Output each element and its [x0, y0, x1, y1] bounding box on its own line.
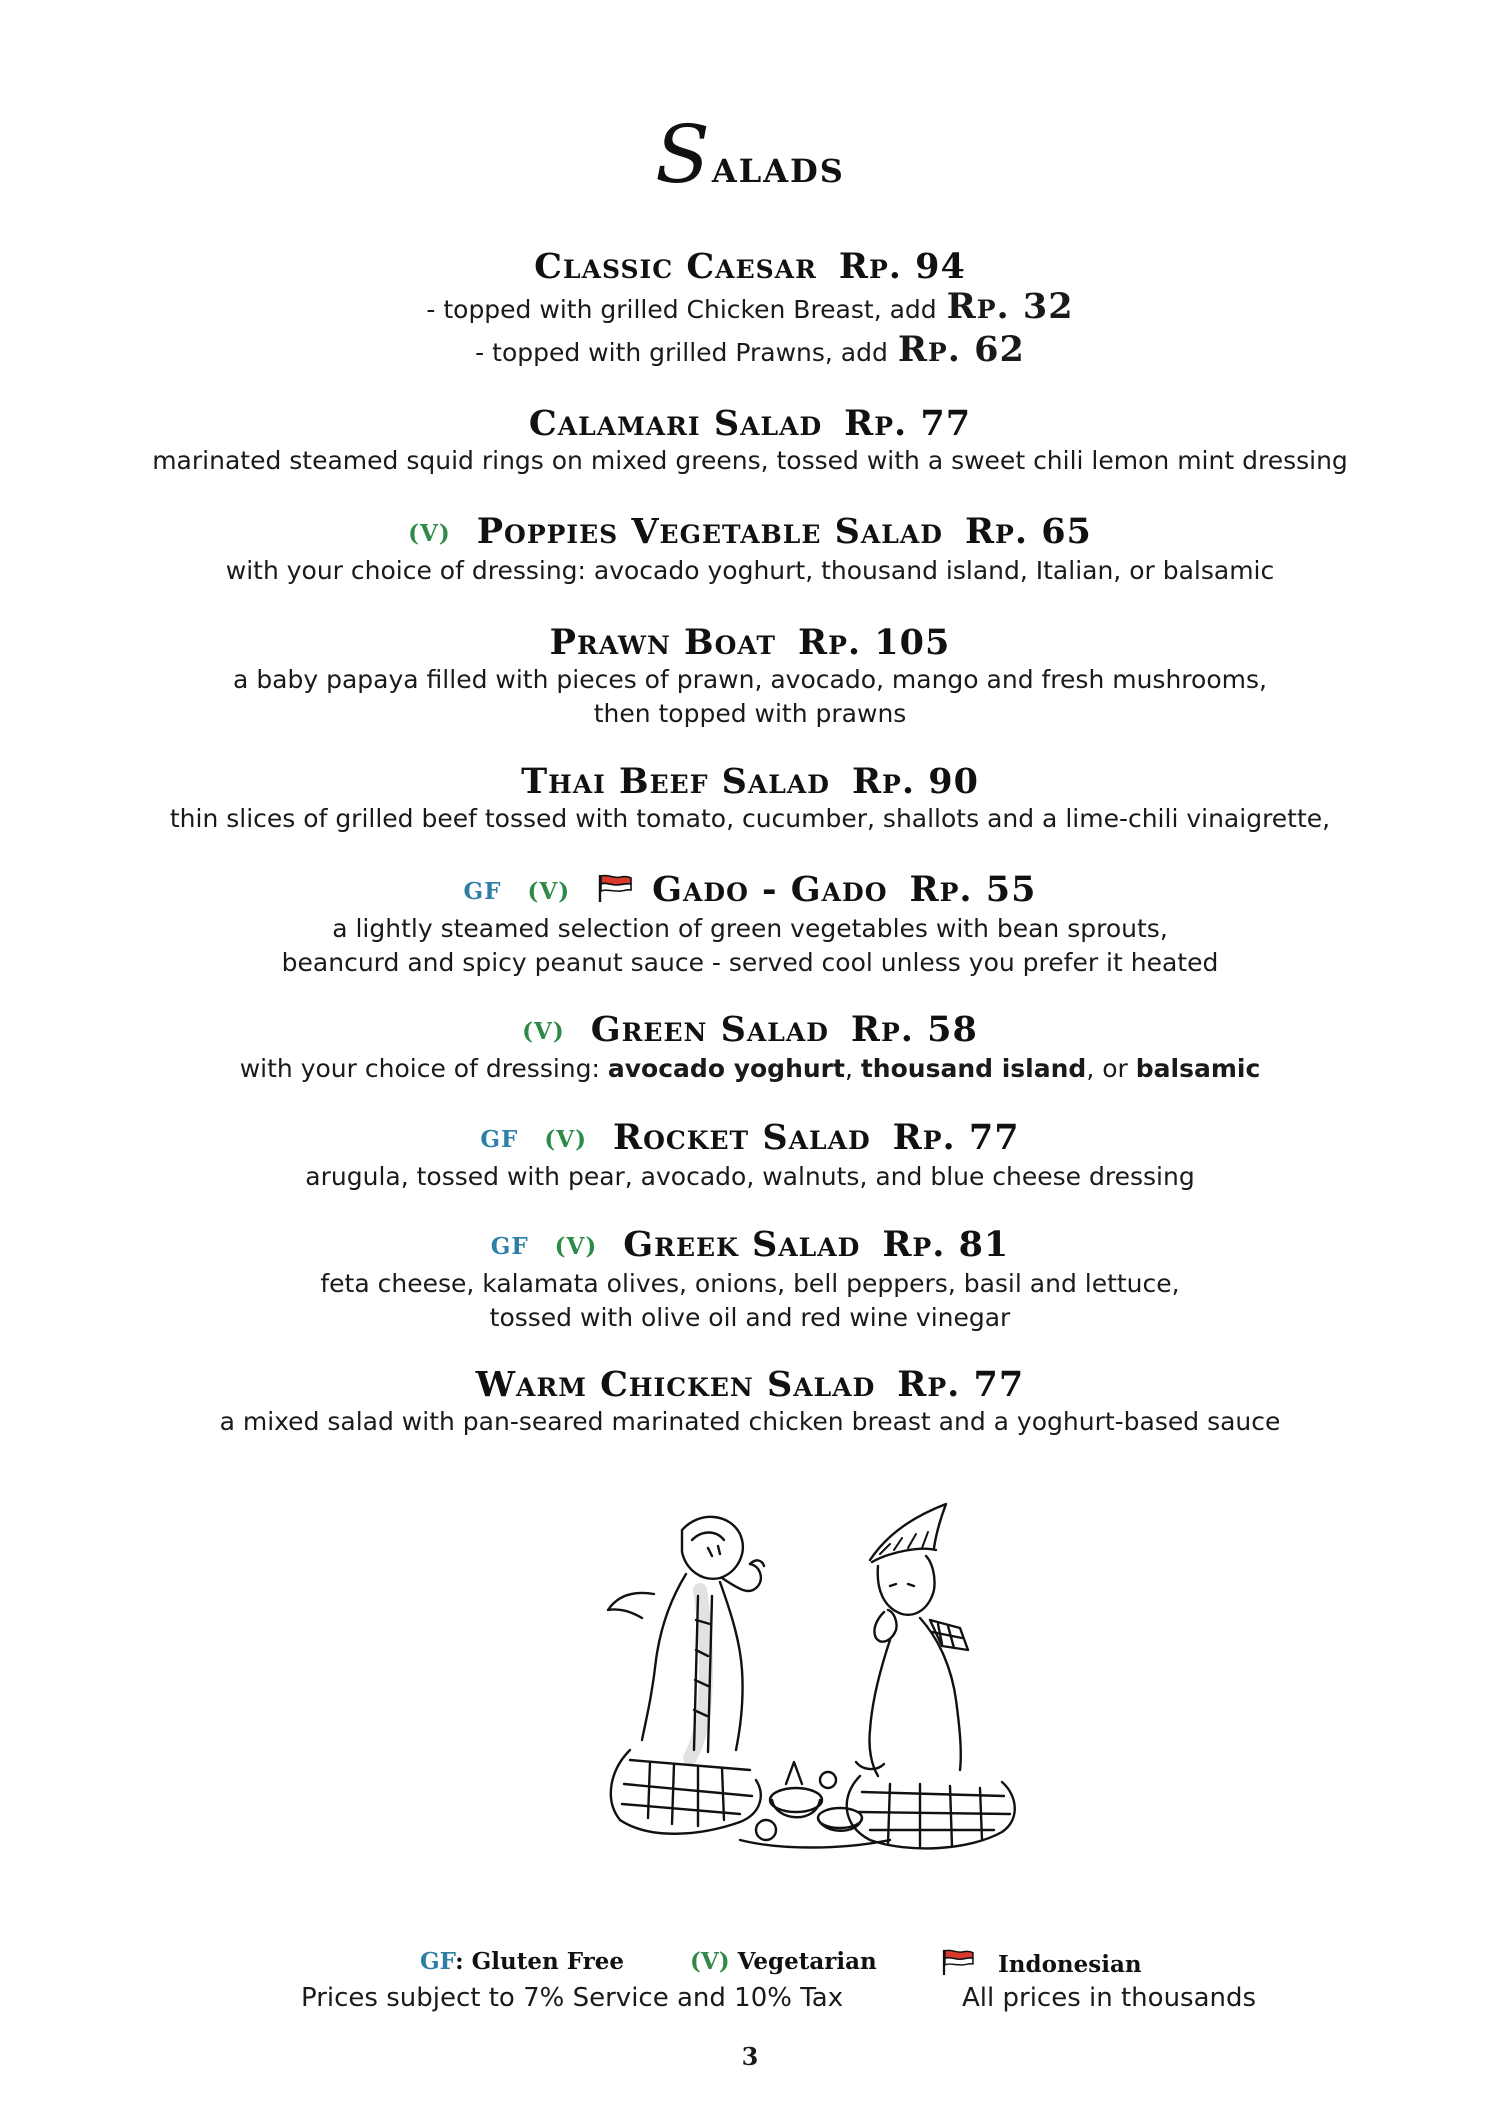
menu-item-prawn-boat [0, 623, 1500, 731]
item-price: Rp. 77 [897, 1364, 1025, 1405]
item-description: with your choice of dressing: avocado yoghurt, thousand island, or balsamic [239, 1054, 1261, 1083]
item-name: Gado - Gado [652, 869, 888, 910]
item-price: Rp. 55 [909, 869, 1037, 910]
item-name: Prawn Boat [549, 622, 777, 663]
item-price: Rp. 94 [838, 246, 966, 287]
menu-item-rocket-salad [0, 1118, 1500, 1194]
gluten-free-tag: GF [463, 878, 502, 905]
gluten-free-tag: GF [480, 1126, 519, 1153]
item-price: Rp. 58 [850, 1009, 978, 1050]
item-name: Greek Salad [623, 1224, 861, 1265]
thousands-note: All prices in thousands [962, 1983, 1257, 2013]
menu-item-greek-salad [0, 1225, 1500, 1335]
item-description: tossed with olive oil and red wine vinegar [489, 1303, 1011, 1332]
page-number: 3 [741, 2042, 759, 2071]
gluten-free-tag: GF [490, 1233, 529, 1260]
item-description: then topped with prawns [593, 699, 907, 728]
item-name: Green Salad [590, 1009, 829, 1050]
menu-item-calamari-salad [0, 404, 1500, 478]
addon-prawns: - topped with grilled Prawns, add Rp. 62 [475, 329, 1025, 370]
item-name: Calamari Salad [528, 403, 823, 444]
item-description: marinated steamed squid rings on mixed greens, tossed with a sweet chili lemon mint dressing [152, 446, 1348, 475]
item-price: Rp. 105 [798, 622, 951, 663]
item-description: with your choice of dressing: avocado yoghurt, thousand island, Italian, or balsamic [225, 556, 1275, 585]
item-description: beancurd and spicy peanut sauce - served cool unless you prefer it heated [281, 948, 1219, 977]
item-description: arugula, tossed with pear, avocado, walnuts, and blue cheese dressing [305, 1162, 1195, 1191]
page-title: Salads [655, 108, 845, 201]
vegetarian-tag: (V) [408, 520, 451, 547]
item-price: Rp. 81 [882, 1224, 1010, 1265]
menu-item-classic-caesar [0, 247, 1500, 373]
item-description: a lightly steamed selection of green vegetables with bean sprouts, [332, 914, 1168, 943]
item-description: thin slices of grilled beef tossed with tomato, cucumber, shallots and a lime-chili vinaigrette, [169, 804, 1331, 833]
legend-gluten-free: GF: Gluten Free [420, 1948, 625, 1975]
addon-chicken: - topped with grilled Chicken Breast, add Rp. 32 [426, 286, 1074, 327]
indonesian-flag-icon [940, 1948, 976, 1976]
vegetarian-tag: (V) [522, 1018, 565, 1045]
item-name: Warm Chicken Salad [475, 1364, 876, 1405]
indonesian-flag-icon [596, 872, 634, 912]
item-description: a mixed salad with pan-seared marinated chicken breast and a yoghurt-based sauce [219, 1407, 1281, 1436]
item-price: Rp. 77 [844, 403, 972, 444]
item-name: Thai Beef Salad [521, 761, 830, 802]
balinese-figures-illustration [590, 1500, 1030, 1860]
service-tax-note: Prices subject to 7% Service and 10% Tax [301, 1983, 844, 2013]
legend-indonesian: Indonesian [940, 1948, 1142, 1978]
menu-item-warm-chicken-salad [0, 1365, 1500, 1439]
vegetarian-tag: (V) [554, 1233, 598, 1260]
menu-item-green-salad [0, 1010, 1500, 1086]
vegetarian-tag: (V) [527, 878, 571, 905]
menu-item-poppies-vegetable-salad [0, 512, 1500, 588]
item-price: Rp. 77 [892, 1117, 1020, 1158]
item-name: Poppies Vegetable Salad [476, 511, 943, 552]
menu-item-thai-beef-salad [0, 762, 1500, 836]
vegetarian-tag: (V) [544, 1126, 587, 1153]
legend-vegetarian: (V) Vegetarian [690, 1948, 877, 1975]
item-name: Rocket Salad [612, 1117, 871, 1158]
item-description: feta cheese, kalamata olives, onions, bell peppers, basil and lettuce, [320, 1269, 1180, 1298]
item-name: Classic Caesar [534, 246, 817, 287]
legend [0, 1948, 1500, 1984]
item-price: Rp. 65 [964, 511, 1092, 552]
item-description: a baby papaya filled with pieces of prawn, avocado, mango and fresh mushrooms, [233, 665, 1267, 694]
item-price: Rp. 90 [851, 761, 979, 802]
menu-item-gado-gado [0, 870, 1500, 980]
